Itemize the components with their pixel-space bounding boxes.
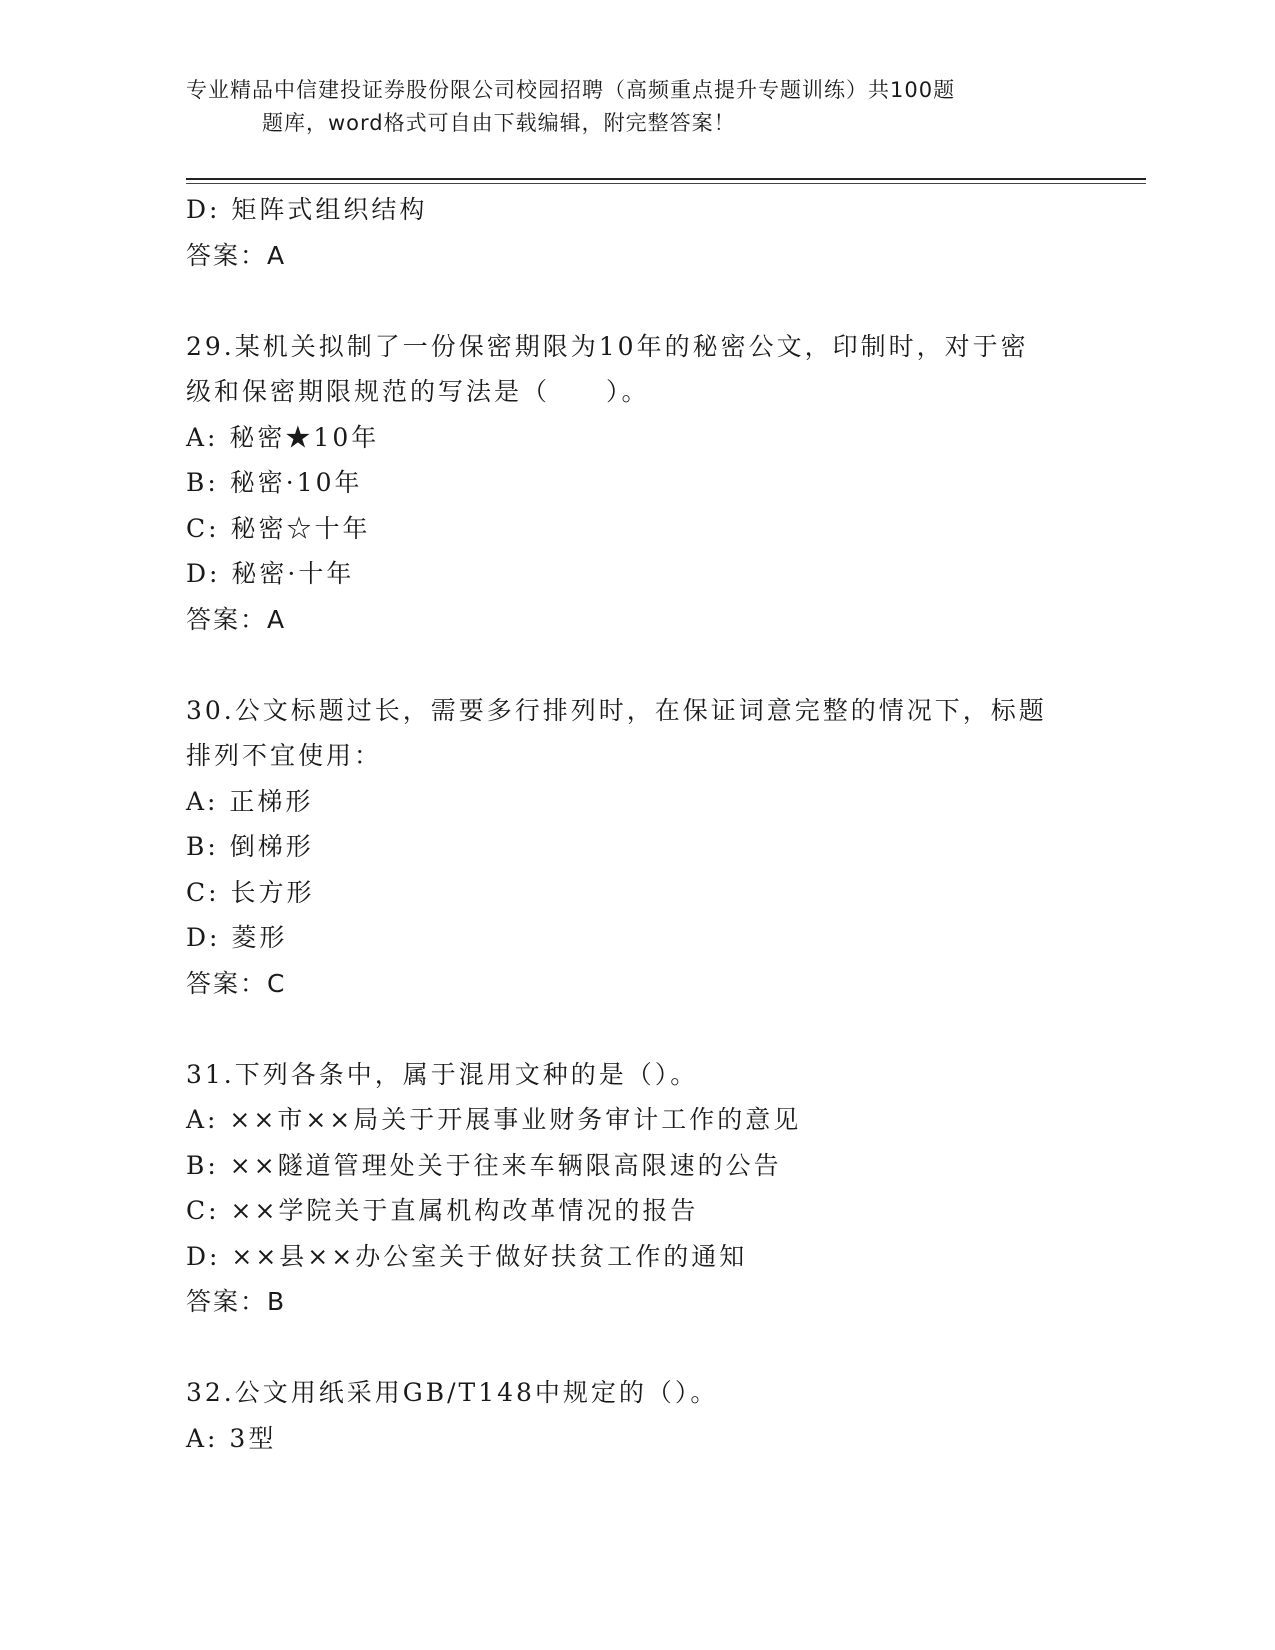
question-title-cont: 排列不宜使用：: [186, 741, 383, 770]
answer: 答案：A: [186, 604, 287, 634]
spacer: [186, 642, 1086, 688]
question-30: [186, 688, 1086, 1007]
question-title: 31.下列各条中，属于混用文种的是（）。: [186, 1059, 699, 1089]
option-d: D: 秘密·十年: [186, 559, 355, 588]
option-b: B: 倒梯形: [186, 832, 314, 861]
option-b: B: 秘密·10年: [186, 468, 363, 497]
question-title: 29.某机关拟制了一份保密期限为10年的秘密公文，印制时，对于密: [186, 331, 1029, 361]
option-d: D: 矩阵式组织结构: [186, 195, 428, 224]
answer: 答案：B: [186, 1287, 287, 1316]
question-29: [186, 324, 1086, 643]
header-divider-thick: [186, 178, 1146, 180]
question-title: 30.公文标题过长，需要多行排列时，在保证词意完整的情况下，标题: [186, 695, 1047, 725]
option-d: D: ××县××办公室关于做好扶贫工作的通知: [186, 1241, 748, 1271]
spacer: [186, 1325, 1086, 1371]
answer: 答案：C: [186, 968, 287, 998]
answer: 答案：A: [186, 240, 287, 270]
spacer: [186, 1006, 1086, 1052]
question-list: [186, 187, 1086, 1461]
question-title: 32.公文用纸采用GB/T148中规定的（）。: [186, 1378, 719, 1407]
option-d: D: 菱形: [186, 923, 288, 952]
question-title-cont: 级和保密期限规范的写法是（ ）。: [186, 377, 650, 406]
header-divider-thin: [186, 183, 1146, 184]
option-c: C: ××学院关于直属机构改革情况的报告: [186, 1196, 699, 1225]
option-b: B: ××隧道管理处关于往来车辆限高限速的公告: [186, 1150, 782, 1180]
option-c: C: 秘密☆十年: [186, 513, 371, 543]
header-title-line1: 专业精品中信建投证券股份限公司校园招聘（高频重点提升专题训练）共100题: [186, 78, 956, 102]
option-a: A: 秘密★10年: [186, 422, 380, 452]
header-title-line2: 题库，word格式可自由下载编辑，附完整答案！: [262, 111, 736, 135]
spacer: [186, 278, 1086, 324]
page-header: [186, 74, 1066, 140]
option-a: A: ××市××局关于开展事业财务审计工作的意见: [186, 1105, 802, 1134]
question-31: [186, 1052, 1086, 1325]
option-a: A: 3型: [186, 1423, 277, 1453]
option-c: C: 长方形: [186, 877, 315, 907]
option-a: A: 正梯形: [186, 786, 314, 816]
question-32: [186, 1370, 1086, 1461]
